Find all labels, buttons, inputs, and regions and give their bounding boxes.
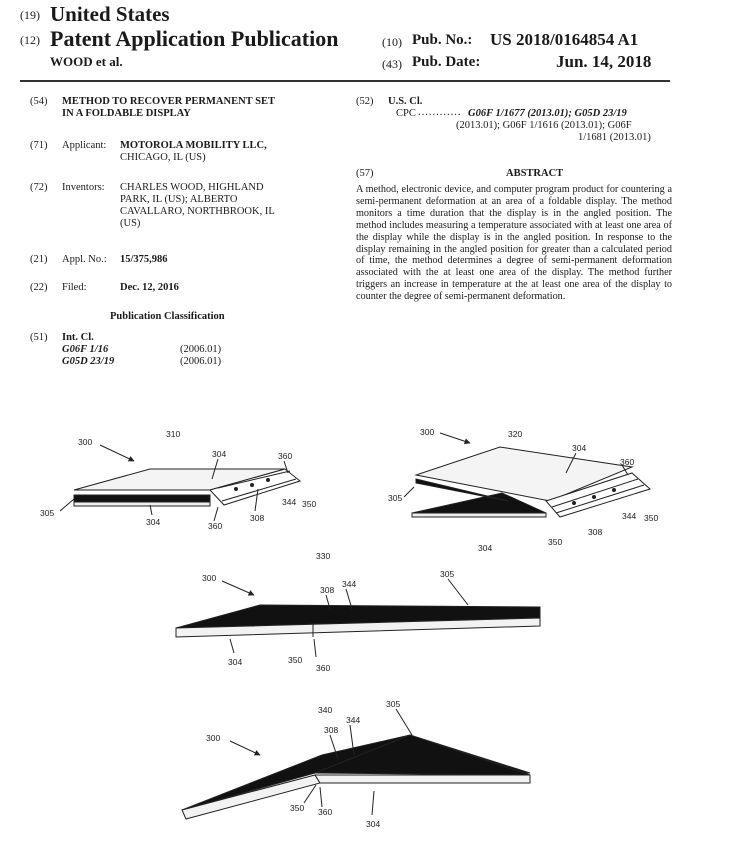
fig340-ref-300: 300 <box>206 733 221 743</box>
fig330-ref-300: 300 <box>202 573 217 583</box>
fig340-ref-344: 344 <box>346 715 361 725</box>
fig320-ref-308: 308 <box>588 527 603 537</box>
fig310-label: 310 <box>166 429 181 439</box>
int-cl-field <box>30 332 330 372</box>
fig320-leader-305 <box>404 487 414 497</box>
fig340-base-right <box>315 775 530 783</box>
uscl-code: (52) <box>356 96 374 107</box>
fig310-ref-344: 344 <box>282 497 297 507</box>
abstract-text: A method, electronic device, and computer program product for countering a semi-permanent deformation at an area of a foldable display. The method monitors a time duration that the display is in the angled position. The method includes measuring a temperature associated with at least one area of the display while the display is in the angled position. In response to the display remaining in the angled position for greater than a calculated period of time, the method determines a degree of semi-permanent deformation associated with the at least one area of the display. The method further triggers an increase in temperature at the at least one area of the display to counter the degree of semi-permanent deformation. <box>356 184 672 303</box>
pub-no: US 2018/0164854 A1 <box>490 30 639 49</box>
intcl-version-2: (2006.01) <box>180 356 222 367</box>
cpc-line-2: (2013.01); G06F 1/1616 (2013.01); G06F <box>456 120 632 131</box>
cpc-line-3: 1/1681 (2013.01) <box>578 132 651 143</box>
fig310-ref-350: 350 <box>302 499 317 509</box>
figure-340 <box>182 709 530 819</box>
fig310-leader-360b <box>214 507 218 521</box>
fig330-arrow-300 <box>222 581 254 595</box>
fig340-ref-308: 308 <box>324 725 339 735</box>
pub-date: Jun. 14, 2018 <box>556 52 652 71</box>
fig330-label: 330 <box>316 551 331 561</box>
pub-date-label: Pub. Date: <box>412 54 481 70</box>
fig310-ref-360a: 360 <box>278 451 293 461</box>
cpc-label: CPC <box>396 108 416 119</box>
fig320-ref-344: 344 <box>622 511 637 521</box>
inventors-field <box>30 182 330 234</box>
fig330-ref-304: 304 <box>228 657 243 667</box>
fig320-ref-350b: 350 <box>548 537 563 547</box>
intcl-class-1: G06F 1/16 <box>62 344 109 355</box>
filed-date: Dec. 12, 2016 <box>120 282 179 293</box>
pub-class-heading: Publication Classification <box>110 311 225 322</box>
fig330-ref-344: 344 <box>342 579 357 589</box>
intcl-label: Int. Cl. <box>62 332 94 343</box>
cpc-line-1: G06F 1/1677 (2013.01); G05D 23/19 <box>468 108 627 119</box>
abstract-code: (57) <box>356 168 374 179</box>
figures-drawing <box>0 383 730 843</box>
pub-no-code: (10) <box>382 35 402 49</box>
fig340-leader-304 <box>372 791 374 815</box>
fig320-ref-350a: 350 <box>644 513 659 523</box>
fig310-ref-300: 300 <box>78 437 93 447</box>
inventors-label: Inventors: <box>62 182 105 193</box>
fig310-hinge-pin-1 <box>235 488 238 491</box>
fig310-ref-308: 308 <box>250 513 265 523</box>
fig330-ref-360: 360 <box>316 663 331 673</box>
fig330-leader-360 <box>314 639 316 657</box>
figure-330 <box>176 579 540 657</box>
figure-320 <box>404 433 650 517</box>
fig320-arrow-300 <box>440 433 470 443</box>
appl-no: 15/375,986 <box>120 254 168 265</box>
fig310-base <box>74 502 210 506</box>
fig320-ref-304a: 304 <box>572 443 587 453</box>
applicant-line-1: MOTOROLA MOBILITY LLC, <box>120 140 267 151</box>
fig340-leader-305 <box>396 709 412 735</box>
fig320-hinge-pin-2 <box>593 496 596 499</box>
fig330-leader-305 <box>448 579 468 605</box>
uscl-label: U.S. Cl. <box>388 96 423 107</box>
fig310-arrow-300 <box>100 445 134 461</box>
fig340-ref-360: 360 <box>318 807 333 817</box>
inventors-line-3: CAVALLARO, NORTHBROOK, IL <box>120 206 275 217</box>
applicant-field <box>30 140 330 170</box>
fig310-leader-305 <box>60 499 74 511</box>
fig320-ref-305: 305 <box>388 493 403 503</box>
fig340-arrow-300 <box>230 741 260 755</box>
title-line-1: METHOD TO RECOVER PERMANENT SET <box>62 96 275 107</box>
fig320-base <box>412 513 546 517</box>
abstract-heading-row <box>356 168 672 182</box>
fig310-ref-304a: 304 <box>212 449 227 459</box>
fig320-hinge-pin-1 <box>573 502 576 505</box>
inventors-line-2: PARK, IL (US); ALBERTO <box>120 194 238 205</box>
pub-type: Patent Application Publication <box>50 26 339 51</box>
title-field <box>30 96 330 126</box>
intcl-code: (51) <box>30 332 48 343</box>
intcl-version-1: (2006.01) <box>180 344 222 355</box>
patent-header <box>0 0 730 80</box>
inventors-line-1: CHARLES WOOD, HIGHLAND <box>120 182 264 193</box>
fig320-ref-300: 300 <box>420 427 435 437</box>
pub-type-code: (12) <box>20 33 40 47</box>
abstract-heading: ABSTRACT <box>506 168 564 179</box>
header-rule <box>20 80 670 82</box>
applicant-label: Applicant: <box>62 140 107 151</box>
applicant-code: (71) <box>30 140 48 151</box>
fig330-leader-304 <box>230 639 234 653</box>
fig310-black-layer <box>74 495 210 502</box>
fig340-leader-350 <box>304 785 316 803</box>
title-code: (54) <box>30 96 48 107</box>
fig310-ref-305: 305 <box>40 508 55 518</box>
fig310-hinge-pin-2 <box>251 484 254 487</box>
fig330-ref-305: 305 <box>440 569 455 579</box>
fig310-hinge-pin-3 <box>267 479 270 482</box>
appl-no-field <box>30 254 330 268</box>
fig310-ref-304b: 304 <box>146 517 161 527</box>
pub-date-code: (43) <box>382 57 402 71</box>
inventor-short: WOOD et al. <box>50 54 123 69</box>
title-line-2: IN A FOLDABLE DISPLAY <box>62 108 191 119</box>
country: United States <box>50 2 170 26</box>
fig340-ref-304: 304 <box>366 819 381 829</box>
fig320-hinge-pin-3 <box>613 489 616 492</box>
fig310-ref-360b: 360 <box>208 521 223 531</box>
filed-label: Filed: <box>62 282 87 293</box>
fig320-label: 320 <box>508 429 523 439</box>
applicant-line-2: CHICAGO, IL (US) <box>120 152 206 163</box>
us-cl-field <box>356 96 672 156</box>
fig330-ref-308: 308 <box>320 585 335 595</box>
fig320-ref-304b: 304 <box>478 543 493 553</box>
inventors-code: (72) <box>30 182 48 193</box>
fig330-ref-350: 350 <box>288 655 303 665</box>
filed-field <box>30 282 330 296</box>
appl-label: Appl. No.: <box>62 254 107 265</box>
country-code: (19) <box>20 8 40 22</box>
inventors-line-4: (US) <box>120 218 141 229</box>
figure-310 <box>60 445 300 521</box>
appl-code: (21) <box>30 254 48 265</box>
fig340-ref-305: 305 <box>386 699 401 709</box>
filed-code: (22) <box>30 282 48 293</box>
cpc-dots: ............ <box>418 107 462 118</box>
fig340-ref-350: 350 <box>290 803 305 813</box>
fig320-ref-360: 360 <box>620 457 635 467</box>
fig340-label: 340 <box>318 705 333 715</box>
pub-no-label: Pub. No.: <box>412 32 473 48</box>
fig340-leader-360 <box>320 787 322 807</box>
intcl-class-2: G05D 23/19 <box>62 356 115 367</box>
